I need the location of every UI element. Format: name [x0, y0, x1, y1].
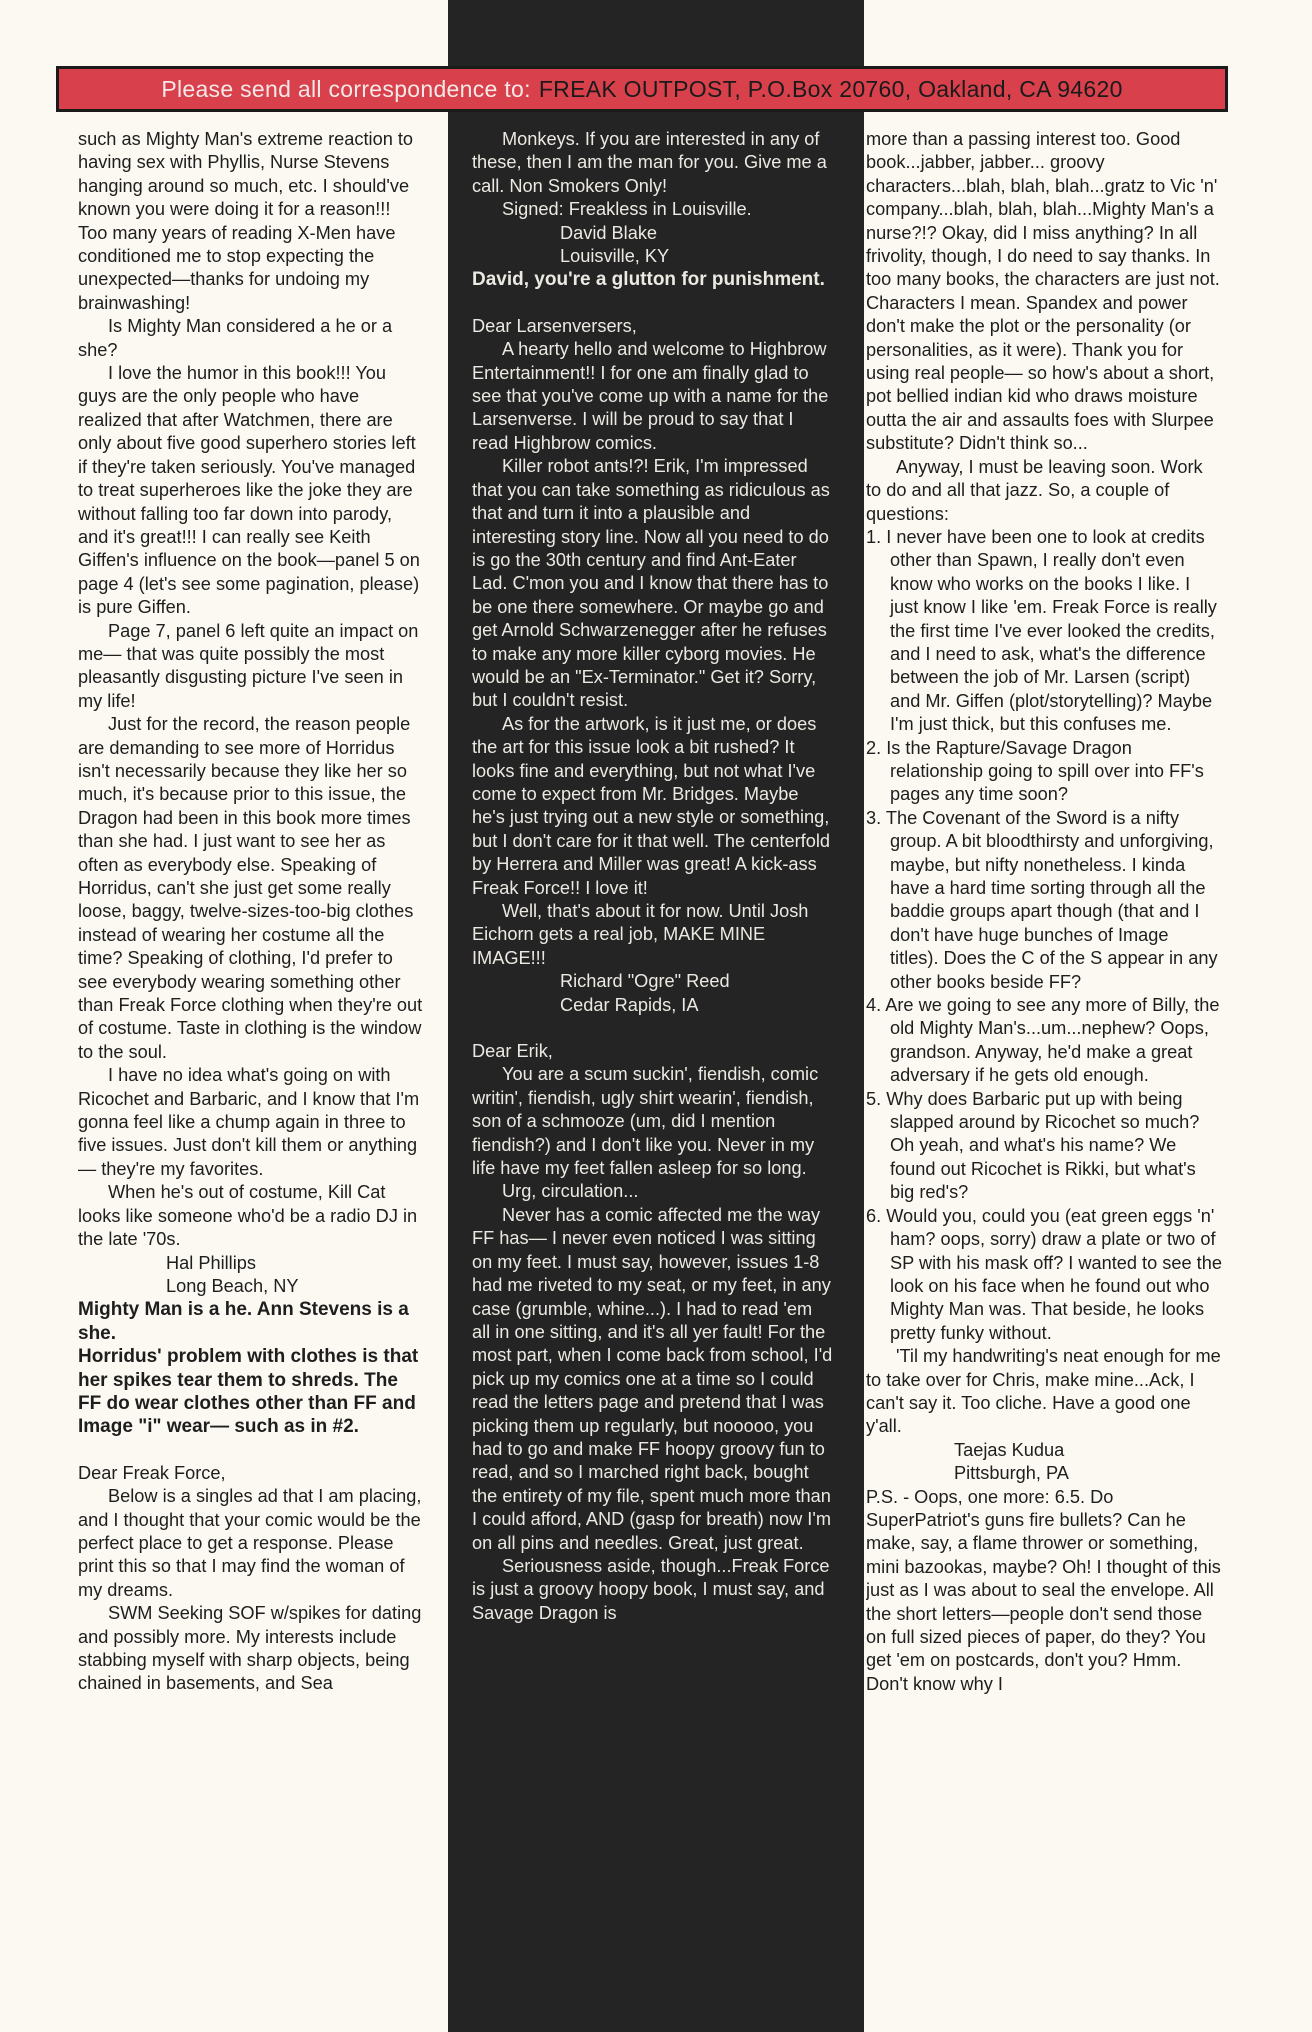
- banner-label: Please send all correspondence to:: [161, 75, 531, 102]
- letter-paragraph: I have no idea what's going on with Ricochet and Barbaric, and I know that I'm gonna feel like a chump again in three to five issues. Just don't kill them or anything— they're my favorites.: [78, 1065, 420, 1179]
- left-column: [78, 128, 424, 2028]
- correspondence-banner: [56, 66, 1228, 112]
- letter-paragraph: Killer robot ants!?! Erik, I'm impressed that you can take something as ridiculous as that and turn it into a plausible and interesting story line. Now all you need to do is go the 30th century and find Ant-Eater Lad. C'mon you and I know that there has to be one there somewhere. Or maybe go and get Arnold Schwarzenegger after he refuses to make any more killer cyborg movies. He would be an "Ex-Terminator." Get it? Sorry, but I couldn't resist.: [472, 456, 830, 711]
- question-item: 1. I never have been one to look at credits other than Spawn, I really don't even know who works on the books I like. I just know I like 'em. Freak Force is really the first time I've ever looked the credits, and I need to ask, what's the difference between the job of Mr. Larsen (script) and Mr. Giffen (plot/storytelling)? Maybe I'm just thick, but this confuses me.: [866, 526, 1217, 735]
- signature-name: Taejas Kudua: [954, 1439, 1065, 1460]
- signature-name: Hal Phillips: [166, 1252, 256, 1273]
- letter-paragraph: You are a scum suckin', fiendish, comic writin', fiendish, ugly shirt wearin', fiendish, son of a schmooze (um, did I mention fiendish?) and I don't like you. Never in my life have my feet fallen asleep for so long.: [472, 1064, 819, 1179]
- letter-paragraph: A hearty hello and welcome to Highbrow Entertainment!! I for one am finally glad to see that you've come up with a name for the Larsenverse. I will be proud to say that I read Highbrow comics.: [472, 339, 829, 453]
- editor-response: Horridus' problem with clothes is that her spikes tear them to shreds. The FF do wear clothes other than FF and Image "i" wear— such as in #2.: [78, 1346, 419, 1438]
- letter-paragraph: 'Til my handwriting's neat enough for me to take over for Chris, make mine...Ack, I can't say it. Too cliche. Have a good one y'all.: [866, 1346, 1221, 1437]
- letter-salutation: Dear Erik,: [472, 1041, 553, 1062]
- middle-column: [472, 128, 834, 2028]
- signature-location: Louisville, KY: [560, 246, 670, 267]
- banner-address: FREAK OUTPOST, P.O.Box 20760, Oakland, CA 94620: [538, 75, 1123, 102]
- question-item: 2. Is the Rapture/Savage Dragon relationship going to spill over into FF's pages any time soon?: [866, 737, 1204, 805]
- question-item: 5. Why does Barbaric put up with being slapped around by Ricochet so much? Oh yeah, and what's his name? We found out Ricochet is Rikki, but what's big red's?: [866, 1088, 1200, 1203]
- letter-salutation: Dear Freak Force,: [78, 1462, 226, 1483]
- letter-paragraph: Anyway, I must be leaving soon. Work to do and all that jazz. So, a couple of questions:: [866, 456, 1203, 524]
- letter-salutation: Dear Larsenversers,: [472, 315, 637, 336]
- question-item: 6. Would you, could you (eat green eggs 'n' ham? oops, sorry) draw a plate or two of SP with his mask off? I wanted to see the look on his face when he found out who Mighty Man was. That beside, he looks pretty funky without.: [866, 1205, 1222, 1343]
- letter-paragraph: more than a passing interest too. Good book...jabber, jabber... groovy characters...blah, blah, blah...gratz to Vic 'n' company...blah, blah, blah...Mighty Man's a nurse?!? Okay, did I miss anything? In all frivolity, though, I do need to say thanks. In too many books, the characters are just not. Characters I mean. Spandex and power don't make the plot or the personality (or personalities, as it were). Thank you for using real people— so how's about a short, pot bellied indian kid who draws moisture outta the air and assaults foes with Slurpee substitute? Didn't think so...: [866, 129, 1220, 454]
- letter-paragraph: Seriousness aside, though...Freak Force is just a groovy hoopy book, I must say, and Savage Dragon is: [472, 1555, 830, 1623]
- letter-paragraph: Never has a comic affected me the way FF has— I never even noticed I was sitting on my feet. I must say, however, issues 1-8 had me riveted to my seat, or my feet, in any case (grumble, whine...). I had to read 'em all in one sitting, and it's all yer fault! For the most part, when I come back from school, I'd pick up my comics one at a time so I could read the letters page and pretend that I was picking them up regularly, but nooooo, you had to go and make FF hoopy groovy fun to read, and so I marched right back, bought the entirety of my file, spent much more than I could afford, AND (gasp for breath) now I'm on all pins and needles. Great, just great.: [472, 1204, 833, 1553]
- postscript: P.S. - Oops, one more: 6.5. Do SuperPatriot's guns fire bullets? Can he make, say, a flame thrower or something, mini bazookas, maybe? Oh! I thought of this just as I was about to seal the envelope. All the short letters—people don't send those on full sized pieces of paper, do they? You get 'em on postcards, don't you? Hmm. Don't know why I: [866, 1486, 1221, 1694]
- question-item: 4. Are we going to see any more of Billy, the old Mighty Man's...um...nephew? Oops, grandson. Anyway, he'd make a great adversary if he gets old enough.: [866, 995, 1220, 1086]
- right-column: [866, 128, 1222, 2028]
- signature-location: Pittsburgh, PA: [954, 1463, 1069, 1484]
- editor-response: David, you're a glutton for punishment.: [472, 269, 825, 291]
- signature-location: Long Beach, NY: [166, 1275, 299, 1296]
- signature-location: Cedar Rapids, IA: [560, 994, 699, 1015]
- letter-paragraph: Is Mighty Man considered a he or a she?: [78, 316, 393, 360]
- letter-paragraph: Below is a singles ad that I am placing, and I thought that your comic would be the perfect place to get a response. Please print this so that I may find the woman of my dreams.: [78, 1486, 422, 1600]
- signature-name: David Blake: [560, 222, 658, 243]
- letter-paragraph: I love the humor in this book!!! You guys are the only people who have realized that after Watchmen, there are only about five good superhero stories left if they're taken seriously. You've managed to treat superheroes like the joke they are without falling too far down into parody, and it's great!!! I can really see Keith Giffen's influence on the book—panel 5 on page 4 (let's see some pagination, please) is pure Giffen.: [78, 363, 420, 618]
- letter-paragraph: When he's out of costume, Kill Cat looks like someone who'd be a radio DJ in the late '70s.: [78, 1182, 418, 1250]
- letter-paragraph: As for the artwork, is it just me, or does the art for this issue look a bit rushed? It looks fine and everything, but not what I've come to expect from Mr. Bridges. Maybe he's just trying out a new style or something, but I don't care for it that well. The centerfold by Herrera and Miller was great! A kick-ass Freak Force!! I love it!: [472, 713, 830, 898]
- letter-signed: Signed: Freakless in Louisville.: [502, 199, 752, 220]
- letter-paragraph: Urg, circulation...: [502, 1181, 639, 1202]
- letter-paragraph: Page 7, panel 6 left quite an impact on me— that was quite possibly the most pleasantly disgusting picture I've seen in my life!: [78, 620, 419, 711]
- question-item: 3. The Covenant of the Sword is a nifty group. A bit bloodthirsty and unforgiving, maybe, but nifty nonetheless. I kinda have a hard time sorting through all the baddie groups apart though (that and I don't have huge bunches of Image titles). Does the C of the S appear in any other books beside FF?: [866, 807, 1218, 992]
- letter-paragraph: such as Mighty Man's extreme reaction to having sex with Phyllis, Nurse Stevens hanging around so much, etc. I should've known you were doing it for a reason!!! Too many years of reading X-Men have conditioned me to stop expecting the unexpected—thanks for undoing my brainwashing!: [78, 129, 414, 313]
- signature-name: Richard "Ogre" Reed: [560, 971, 730, 992]
- letter-paragraph: SWM Seeking SOF w/spikes for dating and possibly more. My interests include stabbing myself with sharp objects, being chained in basements, and Sea: [78, 1603, 422, 1694]
- editor-response: Mighty Man is a he. Ann Stevens is a she.: [78, 1299, 409, 1344]
- letter-paragraph: Well, that's about it for now. Until Josh Eichorn gets a real job, MAKE MINE IMAGE!!!: [472, 901, 809, 968]
- letter-paragraph: Just for the record, the reason people are demanding to see more of Horridus isn't necessarily because they like her so much, it's because prior to this issue, the Dragon had been in this book more times than she had. I just want to see her as often as everybody else. Speaking of Horridus, can't she just get some really loose, baggy, twelve-sizes-too-big clothes instead of wearing her costume all the time? Speaking of clothing, I'd prefer to see everybody wearing something other than Freak Force clothing when they're out of costume. Taste in clothing is the window to the soul.: [78, 714, 423, 1062]
- letter-paragraph: Monkeys. If you are interested in any of these, then I am the man for you. Give me a call. Non Smokers Only!: [472, 129, 827, 196]
